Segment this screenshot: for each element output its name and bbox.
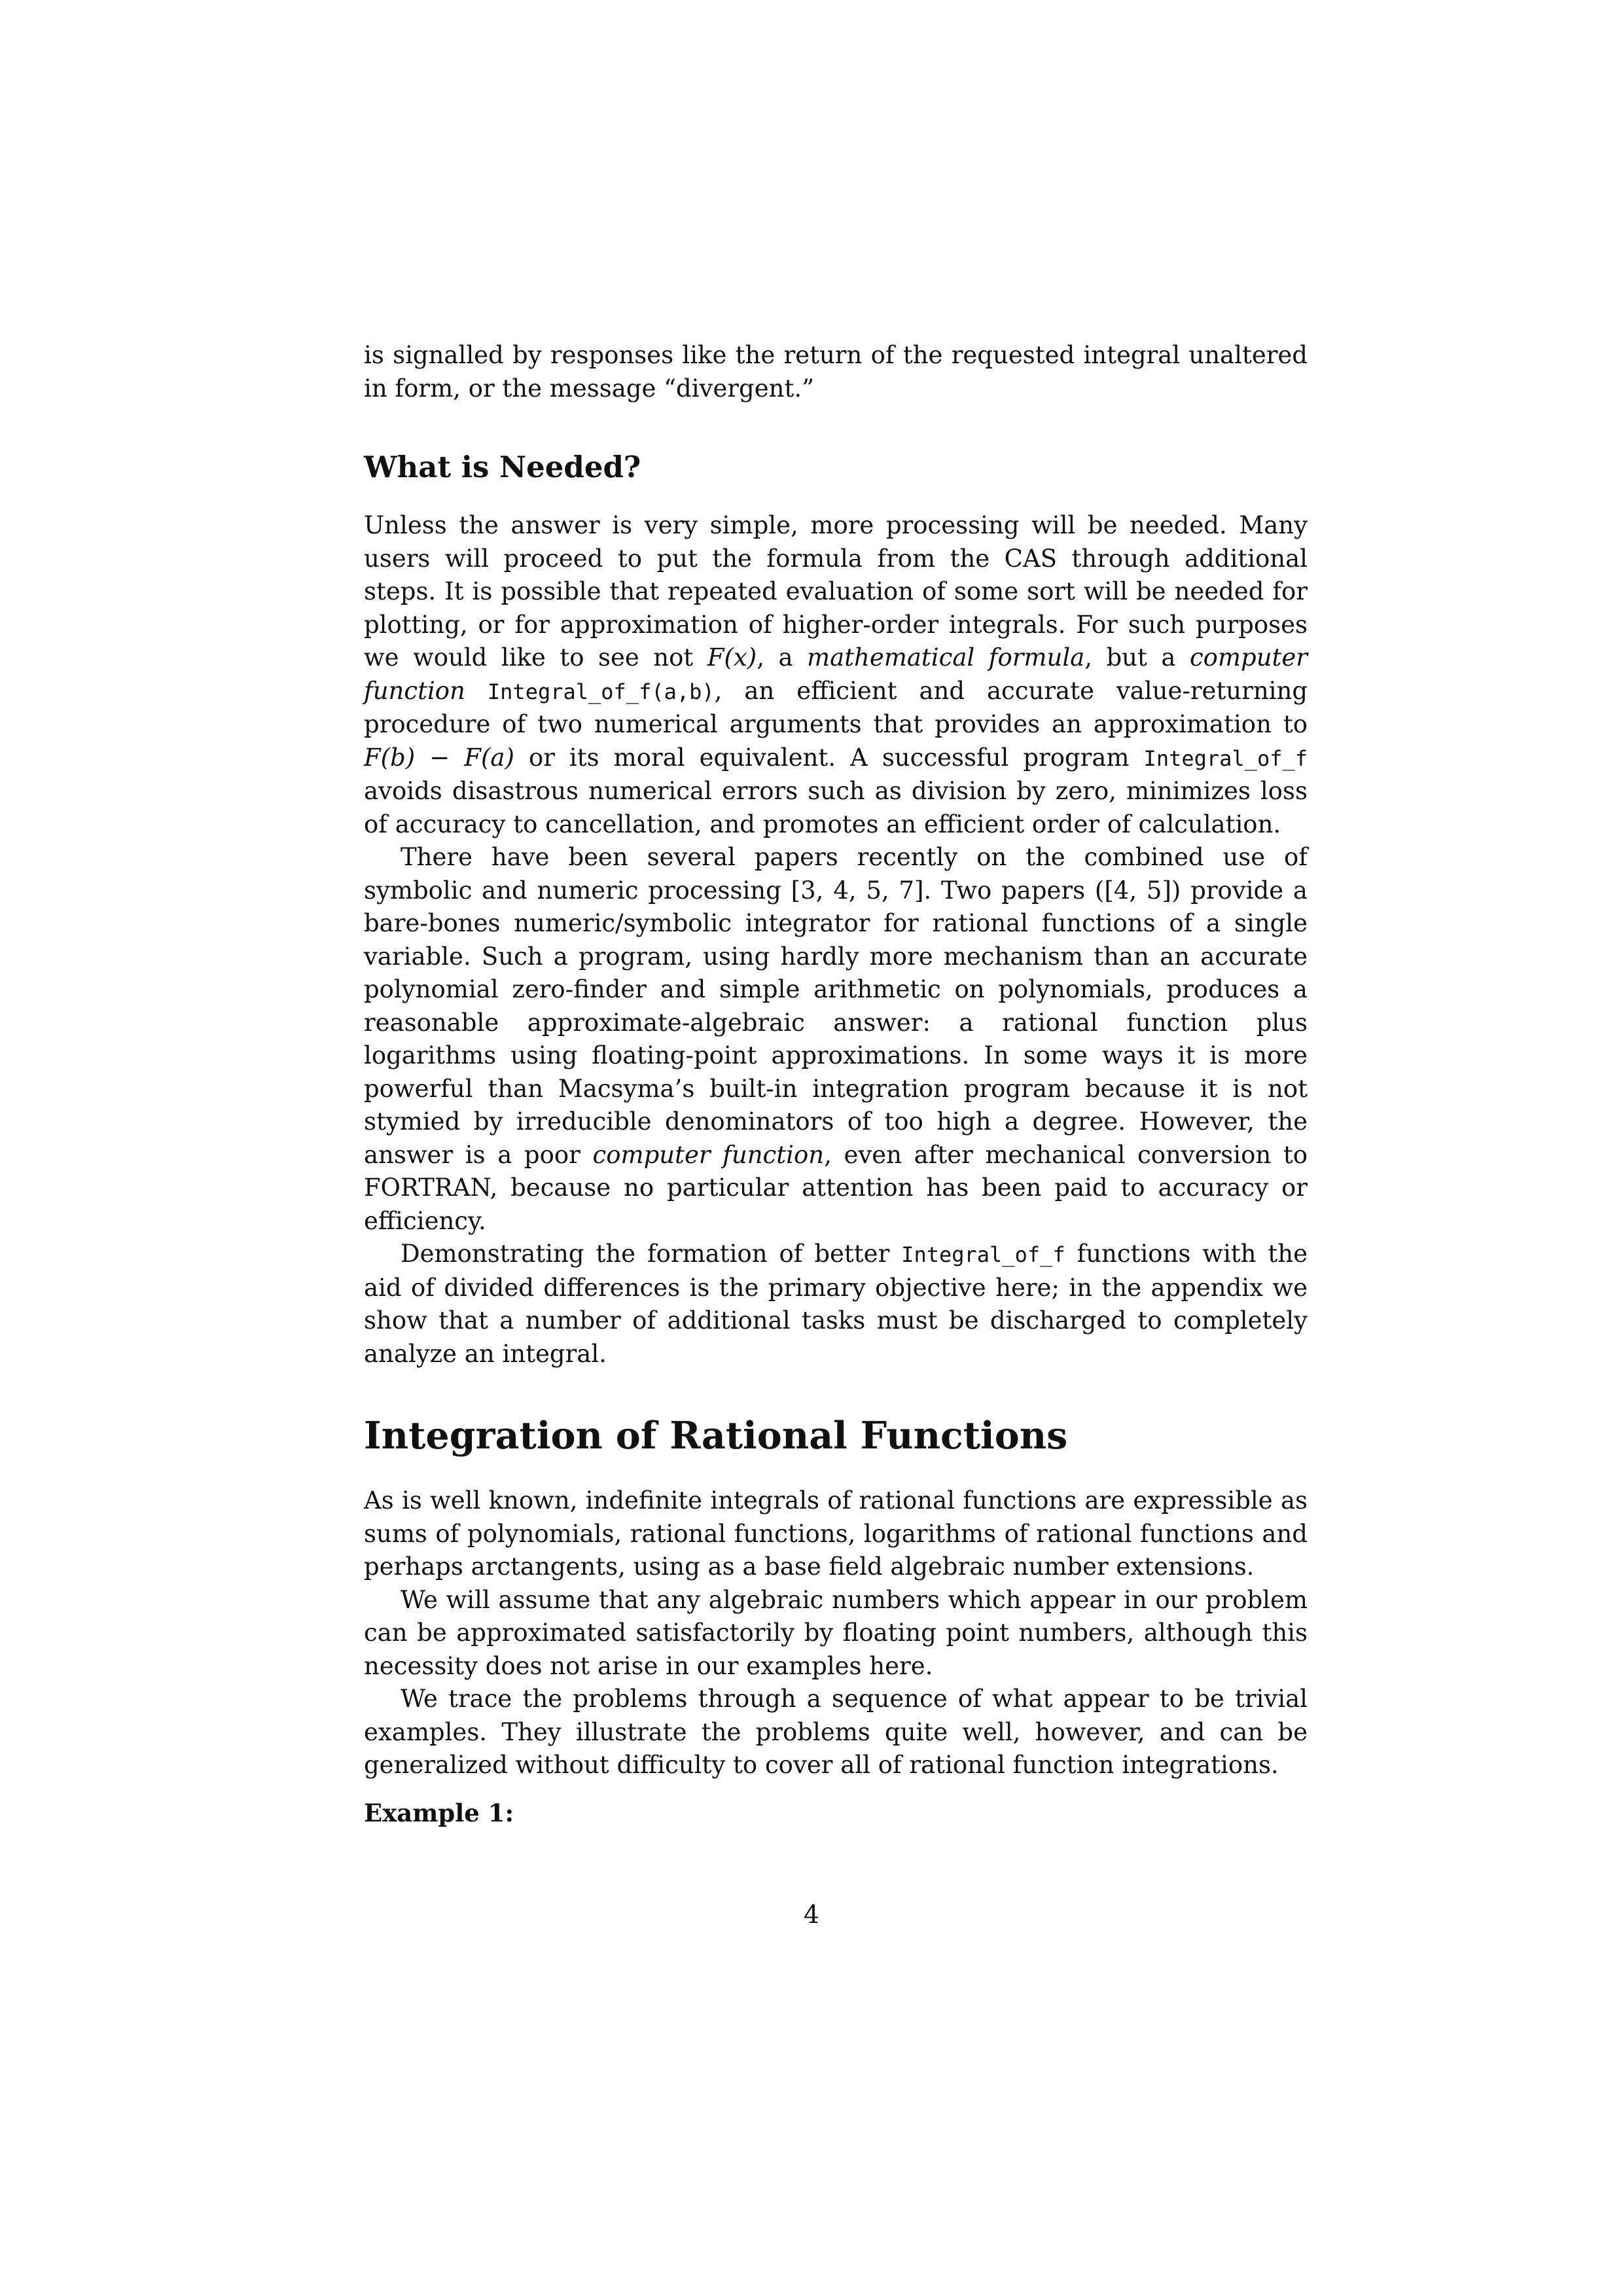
- emphasis-computer-function: computer function: [592, 1140, 825, 1169]
- code-integral-of-f: Integral_of_f: [1143, 745, 1308, 771]
- code-integral-of-f-call: Integral_of_f(a,b): [487, 679, 715, 704]
- paragraph-needed-3: Demonstrating the formation of better Integral_of_f functions with the aid of divided differences is the primary objective here; in the appendix we show that a number of additional tasks must be discharged to completely analyze an integral.: [364, 1240, 1308, 1368]
- paragraph-needed-2: There have been several papers recently on the combined use of symbolic and numeric processing [3, 4, 5, 7]. Two papers ([4, 5]) provide a bare-bones numeric/symbolic integrator for rational functions of a single variable. Such a program, using hardly more mechanism than an accurate polynomial zero-finder and simple arithmetic on polynomials, produces a reasonable approximate-algebraic answer: a rational function plus logarithms using floating-point approximations. In some ways it is more powerful than Macsyma’s built-in integration program because it is not stymied by irreducible denominators of too high a degree. However, the answer is a poor computer function, even after mechanical conversion to FORTRAN, because no particular attention has been paid to accuracy or efficiency.: [364, 843, 1308, 1235]
- intro-paragraph: is signalled by responses like the return of the requested integral unaltered in form, or the message “divergent.”: [364, 341, 1308, 403]
- paragraph-rational-2: We will assume that any algebraic numbers which appear in our problem can be approximated satisfactorily by floating point numbers, although this necessity does not arise in our examples here.: [364, 1585, 1308, 1680]
- example-label: Example 1:: [364, 1798, 514, 1827]
- section-heading-rational-functions: Integration of Rational Functions: [364, 1414, 1068, 1458]
- math-fx: F(x): [707, 643, 757, 672]
- paragraph-rational-3: We trace the problems through a sequence of what appear to be trivial examples. They illustrate the problems quite well, however, and can be generalized without difficulty to cover all of rational function integrations.: [364, 1685, 1308, 1779]
- code-integral-of-f: Integral_of_f: [901, 1242, 1065, 1267]
- text-column: [364, 339, 1308, 1829]
- page-number: 4: [803, 1900, 820, 1929]
- emphasis-mathematical-formula: mathematical formula: [807, 643, 1085, 672]
- section-heading-what-is-needed: What is Needed?: [364, 450, 641, 484]
- emphasis-computer-function: computer function: [364, 643, 1308, 705]
- math-fb-minus-fa: F(b) − F(a): [364, 743, 514, 772]
- paragraph-rational-1: As is well known, indefinite integrals of rational functions are expressible as sums of polynomials, rational functions, logarithms of rational functions and perhaps arctangents, using as a base field algebraic number extensions.: [364, 1486, 1308, 1581]
- paragraph-needed-1: Unless the answer is very simple, more processing will be needed. Many users will proceed to put the formula from the CAS through additional steps. It is possible that repeated evaluation of some sort will be needed for plotting, or for approximation of higher-order integrals. For such purposes we would like to see not F(x), a mathematical formula, but a computer function Integral_of_f(a,b), an efficient and accurate value-returning procedure of two numerical arguments that provides an approximation to F(b) − F(a) or its moral equivalent. A successful program Integral_of_f avoids disastrous numerical errors such as division by zero, minimizes loss of accuracy to cancellation, and promotes an efficient order of calculation.: [364, 511, 1308, 838]
